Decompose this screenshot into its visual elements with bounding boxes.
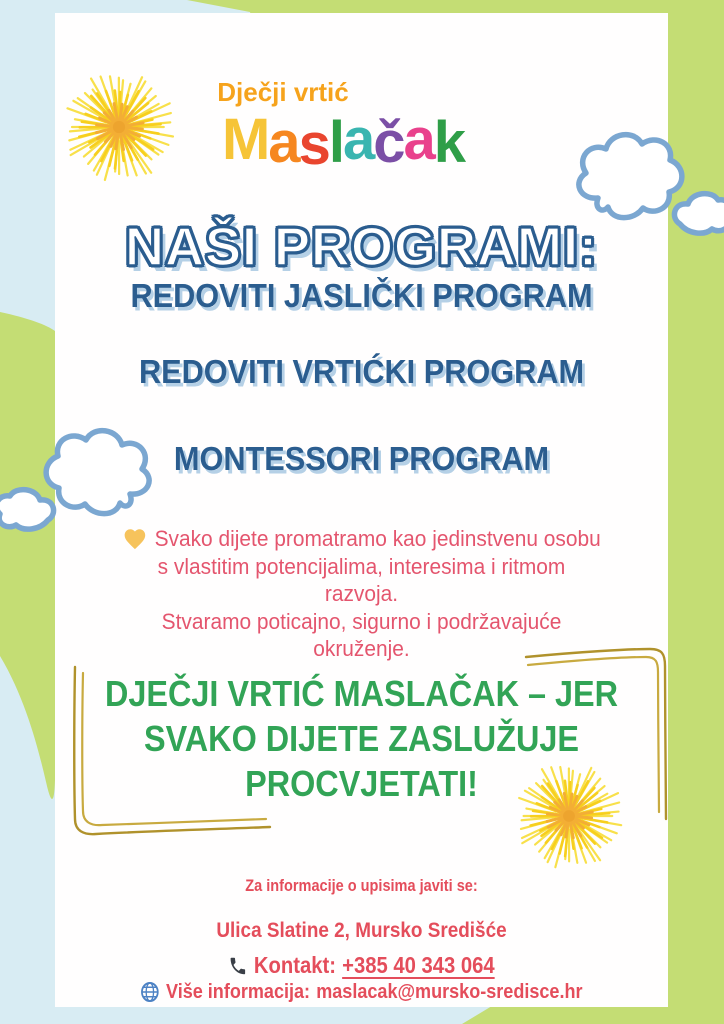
contact-phone-line (92, 952, 631, 979)
slogan (55, 671, 668, 806)
contact-info-label: Više informacija: (166, 980, 311, 1003)
contact-phone-number[interactable]: +385 40 343 064 (342, 952, 495, 978)
dandelion-flower-top (58, 66, 180, 188)
logo-tagline: Dječji vrtić (217, 77, 349, 107)
contact-email[interactable]: maslacak@mursko-sredisce.hr (316, 980, 583, 1003)
mission-line: Svako dijete promatramo kao jedinstvenu osobu (154, 526, 601, 551)
cloud-doodle-right (568, 126, 724, 266)
logo-letter: a (268, 110, 299, 175)
program-item-vrticki: REDOVITI VRTIĆKI PROGRAM (138, 353, 585, 390)
logo-letter: č (373, 110, 404, 175)
globe-icon (140, 981, 159, 1003)
slogan-line: SVAKO DIJETE ZASLUŽUJE (143, 718, 580, 759)
logo-letter: M (221, 107, 269, 172)
logo-letter: k (433, 110, 465, 175)
contact-phone-label: Kontakt: (253, 952, 336, 978)
phone-icon (228, 955, 247, 977)
cloud-doodle-left (0, 422, 160, 562)
slogan-line: DJEČJI VRTIĆ MASLAČAK – JER (104, 673, 619, 714)
page-title: NAŠI PROGRAMI: (125, 217, 598, 277)
logo-letter: a (342, 107, 374, 172)
slogan-line: PROCVJETATI! (245, 763, 478, 804)
logo-letter: a (403, 107, 434, 172)
mission-line: Stvaramo poticajno, sigurno i podržavajuće (161, 608, 562, 634)
contact-address: Ulica Slatine 2, Mursko Središće (216, 918, 507, 942)
logo-letter: l (328, 110, 343, 175)
program-item-jaslicki: REDOVITI JASLIČKI PROGRAM (130, 277, 593, 314)
program-item-montessori: MONTESSORI PROGRAM (173, 440, 550, 477)
mission-line: okruženje. (313, 636, 410, 661)
logo-letter: s (298, 112, 329, 177)
logo-wordmark (203, 105, 483, 175)
mission-line: s vlastitim potencijalima, interesima i ritmom (157, 553, 566, 579)
contact-email-line (92, 980, 631, 1004)
mission-line: razvoja. (324, 581, 399, 606)
contact-intro: Za informacije o upisima javiti se: (245, 877, 478, 895)
